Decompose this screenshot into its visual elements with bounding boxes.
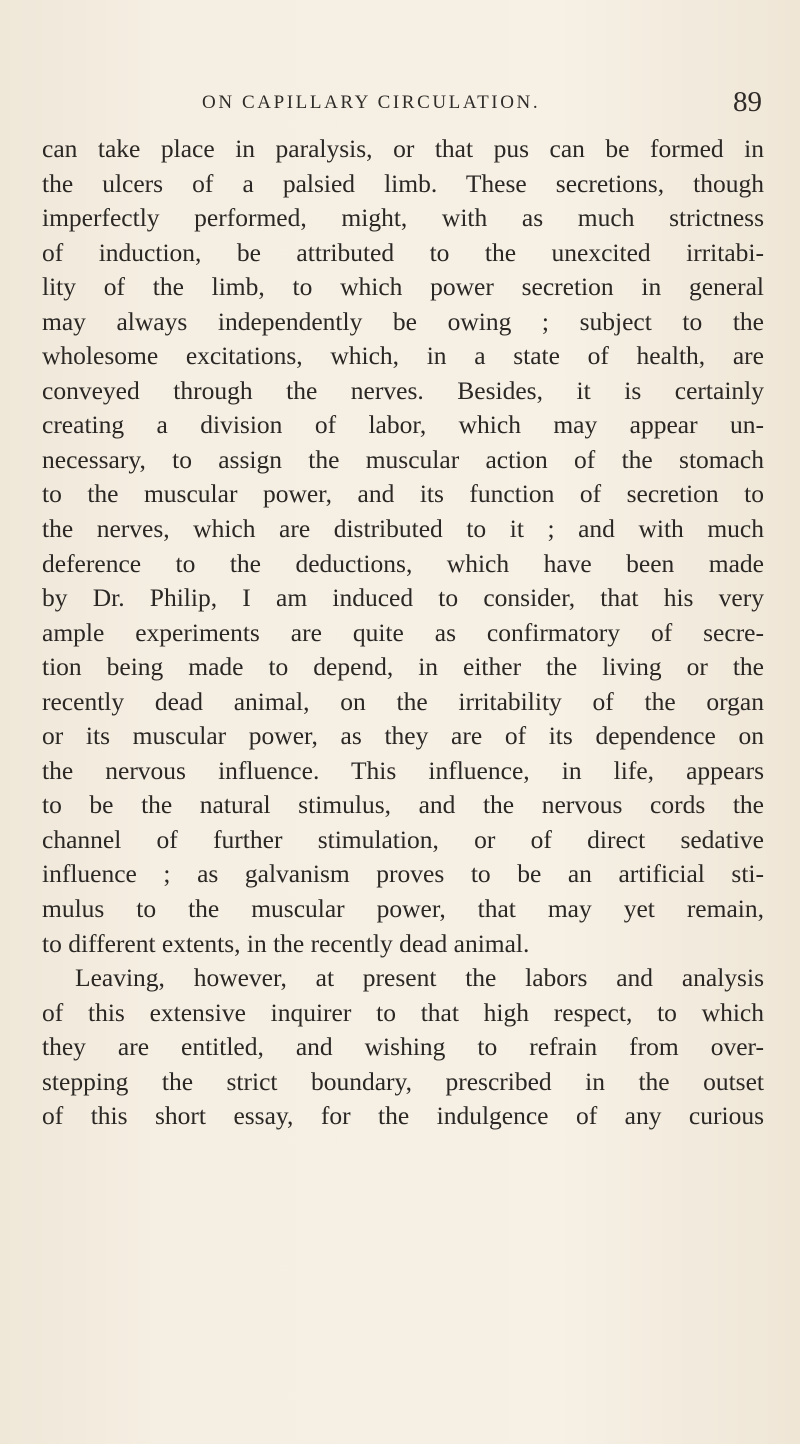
text-line: of this extensive inquirer to that high respect, to which: [42, 997, 764, 1027]
text-line: may always independently be owing ; subject to the: [42, 306, 764, 336]
text-line: recently dead animal, on the irritability of the organ: [42, 686, 764, 716]
page-number: 89: [733, 86, 762, 118]
text-line: imperfectly performed, might, with as much strictness: [42, 203, 764, 233]
text-line: wholesome excitations, which, in a state of health, are: [42, 341, 764, 371]
text-line: ample experiments are quite as confirmatory of secre-: [42, 617, 764, 647]
text-line: influence ; as galvanism proves to be an artificial sti-: [42, 859, 764, 889]
text-line: channel of further stimulation, or of direct sedative: [42, 824, 764, 854]
text-line: the nerves, which are distributed to it ; and with much: [42, 514, 764, 544]
text-line: conveyed through the nerves. Besides, it is certainly: [42, 375, 764, 405]
text-line: can take place in paralysis, or that pus can be formed in: [42, 134, 764, 163]
text-line: the ulcers of a palsied limb. These secretions, though: [42, 168, 764, 198]
text-line: lity of the limb, to which power secretion in general: [42, 272, 764, 302]
text-line: of this short essay, for the indulgence of any curious: [42, 1101, 764, 1131]
text-line: necessary, to assign the muscular action of the stomach: [42, 444, 764, 474]
text-line: to the muscular power, and its function of secretion to: [42, 479, 764, 509]
text-line: by Dr. Philip, I am induced to consider, that his very: [42, 583, 764, 613]
running-title: ON CAPILLARY CIRCULATION.: [202, 92, 541, 113]
text-line: of induction, be attributed to the unexcited irritabi-: [42, 237, 764, 267]
text-line: Leaving, however, at present the labors and analysis: [75, 963, 764, 993]
text-line: they are entitled, and wishing to refrain from over-: [42, 1032, 764, 1062]
text-line: the nervous influence. This influence, in life, appears: [42, 755, 764, 785]
text-line: creating a division of labor, which may appear un-: [42, 410, 764, 440]
text-line: or its muscular power, as they are of its dependence on: [42, 721, 764, 751]
text-line: tion being made to depend, in either the living or the: [42, 652, 764, 682]
text-line: stepping the strict boundary, prescribed in the outset: [42, 1066, 764, 1096]
text-line: mulus to the muscular power, that may yet remain,: [42, 894, 764, 924]
text-line: to be the natural stimulus, and the nervous cords the: [42, 790, 764, 820]
running-head: [202, 88, 762, 124]
text-line: to different extents, in the recently dead animal.: [42, 928, 530, 958]
body-text: [42, 132, 764, 1134]
text-line: deference to the deductions, which have been made: [42, 548, 764, 578]
